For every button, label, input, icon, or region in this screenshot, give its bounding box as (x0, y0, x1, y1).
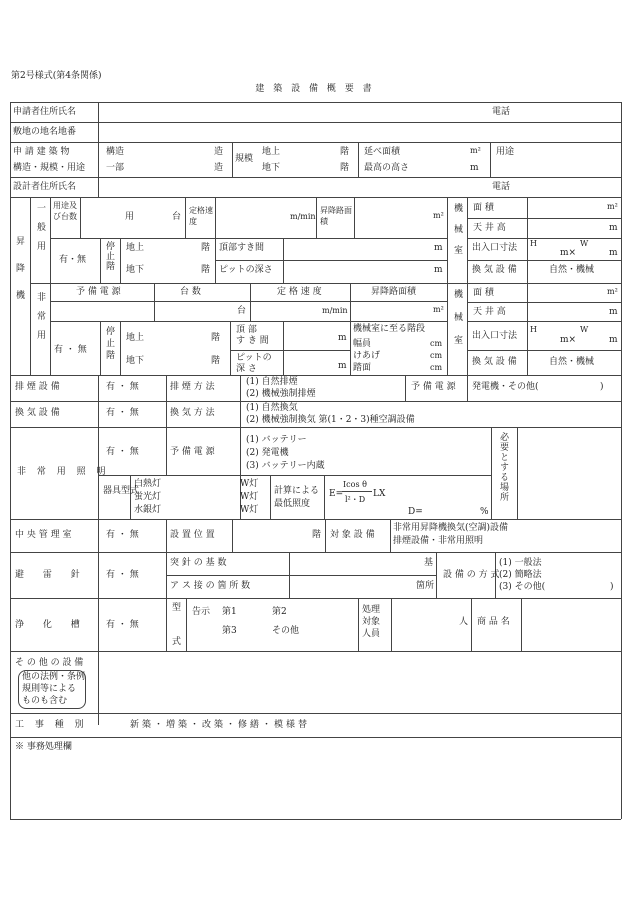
floor-unit: 階 (312, 530, 322, 540)
unit-m2: m² (433, 211, 444, 220)
unit-cm: cm (430, 339, 443, 348)
ceiling-height-label: 天 井 高 (473, 223, 506, 233)
note-line-3: ものも含む (22, 696, 68, 706)
unit-mx: m× (560, 335, 577, 345)
general-use-label: 一般用 (35, 203, 45, 260)
shaft-area-label: 昇降路面積 (371, 287, 417, 297)
unit-m: m (434, 243, 443, 253)
lightning-yes-no[interactable]: 有 ・ 無 (106, 570, 139, 580)
lighting-yes-no[interactable]: 有 ・ 無 (106, 447, 139, 457)
pit-label-a: ピットの (236, 353, 272, 363)
unit-m: m (470, 163, 479, 173)
method-option-simple[interactable]: (2) 簡略法 (499, 570, 542, 580)
tread-label: 踏面 (353, 363, 372, 373)
unit-m2: m² (607, 202, 618, 211)
lighting-option-battery[interactable]: (1) バッテリー (246, 435, 307, 445)
lightning-rod-label: 避 雷 針 (15, 570, 88, 580)
type-label-1: 型 (172, 603, 182, 613)
shaft-area-label: 昇降路面積 (320, 206, 352, 226)
smoke-option-mechanical[interactable]: (2) 機械強制排煙 (246, 389, 316, 399)
unit-m2: m² (470, 146, 481, 155)
pit-label-b: 深 さ (236, 364, 257, 374)
watt-unit: W灯 (240, 505, 259, 515)
unit-mmin: m/min (322, 306, 348, 315)
unit-m2: m² (607, 287, 618, 296)
office-use-label: ※ 事務処理欄 (15, 742, 72, 752)
lighting-backup-label: 予 備 電 源 (170, 447, 215, 457)
total-floor-area-label: 延べ面積 (364, 147, 401, 157)
zo-2: 造 (214, 163, 224, 173)
entrance-size-label: 出入口寸法 (472, 331, 518, 341)
floor-unit: 階 (211, 333, 221, 343)
unit-m: m (609, 223, 618, 233)
central-control-label: 中 央 管 理 室 (15, 530, 72, 540)
count-label: 台 数 (180, 287, 201, 297)
percent-unit: % (480, 507, 489, 517)
emergency-use-label: 非常用 (35, 292, 45, 349)
central-yes-no[interactable]: 有 ・ 無 (106, 530, 139, 540)
type-label-2: 式 (172, 637, 182, 647)
unit-cm: cm (430, 351, 443, 360)
notice-other[interactable]: その他 (272, 626, 300, 636)
room-area-label: 面 積 (473, 203, 494, 213)
rod-count-unit: 基 (424, 558, 434, 568)
d-label: D= (408, 507, 423, 517)
machine-room-label: 機械室 (452, 203, 462, 266)
applicant-label: 申請者住所氏名 (13, 107, 77, 117)
system-method-label: 設 備 の 方 式 (443, 570, 500, 580)
note-line-1: 他の法例・条例 (22, 672, 86, 682)
room-area-label: 面 積 (473, 288, 494, 298)
top-clearance-label: 頂部すき間 (219, 243, 265, 253)
target-equipment-label: 対 象 設 備 (330, 530, 375, 540)
emergency-lighting-label: 非 常 用 照 明 (17, 467, 110, 477)
unit-lx: LX (373, 489, 386, 499)
floor-unit: 階 (201, 243, 211, 253)
top-label-b: す き 間 (236, 336, 269, 346)
riser-label: けあげ (353, 351, 381, 361)
building-label-1: 申 請 建 築 物 (13, 147, 70, 157)
ventilation-method-label: 換 気 方 法 (170, 408, 215, 418)
count-unit: 台 (237, 306, 247, 316)
form-number: 第2号様式(第4条関係) (11, 71, 102, 81)
use-suffix: 用 (125, 212, 135, 222)
fluorescent-label: 蛍光灯 (134, 492, 162, 502)
unit-m: m (434, 265, 443, 275)
mercury-label: 水銀灯 (134, 505, 162, 515)
use-count-label: 用途及び台数 (53, 201, 77, 221)
ventilation-option-natural[interactable]: (1) 自然換気 (246, 403, 298, 413)
unit-cm: cm (430, 363, 443, 372)
ceiling-height-label: 天 井 高 (473, 307, 506, 317)
close-paren: ) (600, 382, 604, 392)
fixture-type-label: 器具型式 (103, 486, 140, 496)
formula-e: E= (329, 489, 344, 499)
persons-unit: 人 (459, 617, 469, 627)
product-name-label: 商 品 名 (477, 617, 510, 627)
lighting-option-internal-battery[interactable]: (3) バッテリー内蔵 (246, 461, 325, 471)
smoke-method-label: 排 煙 方 法 (170, 382, 215, 392)
unit-m: m (609, 307, 618, 317)
method-option-general[interactable]: (1) 一般法 (499, 558, 542, 568)
above-ground-label: 地上 (262, 147, 281, 157)
capacity-label-1: 処理 (362, 605, 381, 615)
site-label: 敷地の地名地番 (13, 127, 77, 137)
zo-1: 造 (214, 147, 224, 157)
smoke-backup-options[interactable]: 発電機・その他( (472, 382, 539, 392)
below-label: 地下 (126, 356, 145, 366)
stop-floor-label: 停止階 (104, 326, 114, 362)
target-value-1: 非常用昇降機換気(空調)設備 (393, 523, 509, 533)
lighting-option-generator[interactable]: (2) 発電機 (246, 448, 289, 458)
height-mark: H (530, 239, 537, 248)
ventilation-label: 換 気 設 備 (472, 265, 517, 275)
backup-power-label: 予 備 電 源 (76, 287, 121, 297)
smoke-option-natural[interactable]: (1) 自然排煙 (246, 377, 298, 387)
width-mark: W (580, 325, 589, 334)
smoke-exhaust-yes-no[interactable]: 有 ・ 無 (106, 382, 139, 392)
earth-count-label: ア ス 接 の 箇 所 数 (170, 581, 251, 591)
formula-numerator: Icos θ (343, 480, 367, 489)
stair-width-label: 幅員 (353, 339, 372, 349)
below-ground-label: 地下 (262, 163, 281, 173)
floors-1: 階 (340, 147, 350, 157)
general-yes-no[interactable]: 有・無 (59, 255, 87, 265)
elevator-section-label: 昇降機 (14, 236, 24, 317)
entrance-size-label: 出入口寸法 (472, 243, 518, 253)
natural-mechanical-option[interactable]: 自然・機械 (549, 265, 595, 275)
method-option-other[interactable]: (3) その他( (499, 582, 546, 592)
partial-label: 一部 (106, 163, 125, 173)
target-value-2: 排煙設備・非常用照明 (393, 536, 484, 546)
stop-floor-label: 停止階 (104, 241, 114, 271)
rod-count-label: 突 針 の 基 数 (170, 558, 227, 568)
machine-room-label: 機械室 (452, 289, 462, 358)
height-mark: H (530, 325, 537, 334)
formula-denominator: l²・D (345, 495, 366, 504)
ventilation-option-mechanical[interactable]: (2) 機械強制換気 第(1・2・3)種空調設備 (246, 415, 415, 425)
top-label-a: 頂 部 (236, 325, 257, 335)
form-title: 建 築 設 備 概 要 書 (255, 84, 375, 94)
close-paren: ) (610, 582, 614, 592)
width-mark: W (580, 239, 589, 248)
unit-m2: m² (433, 305, 444, 314)
location-label: 設 置 位 置 (170, 530, 215, 540)
below-label: 地下 (126, 265, 145, 275)
other-equipment-label: そ の 他 の 設 備 (15, 658, 84, 668)
construction-type-options[interactable]: 新築・増築・改築・修繕・模様替 (130, 720, 311, 730)
notice-label: 告示 (192, 607, 211, 617)
smoke-backup-label: 予 備 電 源 (411, 382, 456, 392)
unit-m: m (609, 248, 618, 258)
rated-speed-label: 定格速度 (189, 206, 213, 226)
incandescent-label: 白熱灯 (134, 479, 162, 489)
pit-depth-label: ピットの深さ (219, 265, 273, 275)
septic-yes-no[interactable]: 有 ・ 無 (106, 620, 139, 630)
septic-tank-label: 浄 化 槽 (15, 620, 88, 630)
earth-count-unit: 箇所 (416, 581, 435, 591)
unit-m: m (338, 333, 347, 343)
calc-label-1: 計算による (274, 486, 320, 496)
building-label-2: 構造・規模・用途 (13, 163, 86, 173)
natural-mechanical-option[interactable]: 自然・機械 (549, 357, 595, 367)
unit-m: m (609, 335, 618, 345)
structure-label: 構造 (106, 147, 125, 157)
emergency-yes-no[interactable]: 有 ・ 無 (54, 345, 87, 355)
capacity-label-2: 対象 (362, 617, 381, 627)
use-label: 用途 (496, 147, 515, 157)
unit-m: m (338, 361, 347, 371)
ventilation-label: 換 気 設 備 (472, 357, 517, 367)
scale-label: 規模 (235, 154, 254, 164)
required-location-label: 必要とする場所 (498, 432, 508, 502)
applicant-phone-label: 電話 (492, 107, 511, 117)
notice-2[interactable]: 第2 (272, 607, 287, 617)
ventilation-yes-no[interactable]: 有 ・ 無 (106, 408, 139, 418)
max-height-label: 最高の高さ (364, 163, 410, 173)
above-label: 地上 (126, 333, 145, 343)
notice-1[interactable]: 第1 (222, 607, 237, 617)
unit-mx: m× (560, 248, 577, 258)
note-line-2: 規則等による (22, 684, 77, 694)
smoke-exhaust-label: 排 煙 設 備 (15, 382, 60, 392)
floors-2: 階 (340, 163, 350, 173)
count-suffix: 台 (172, 212, 182, 222)
watt-unit: W灯 (240, 492, 259, 502)
floor-unit: 階 (201, 265, 211, 275)
floor-unit: 階 (211, 356, 221, 366)
unit-mmin: m/min (290, 212, 316, 221)
designer-phone-label: 電話 (492, 182, 511, 192)
designer-label: 設計者住所氏名 (13, 182, 77, 192)
watt-unit: W灯 (240, 479, 259, 489)
capacity-label-3: 人員 (362, 629, 381, 639)
ventilation-section-label: 換 気 設 備 (15, 408, 60, 418)
calc-label-2: 最低照度 (274, 499, 311, 509)
stairs-label: 機械室に至る階段 (353, 324, 426, 334)
construction-type-label: 工 事 種 別 (15, 720, 88, 730)
notice-3[interactable]: 第3 (222, 626, 237, 636)
above-label: 地上 (126, 243, 145, 253)
formula-fraction-bar (342, 491, 372, 492)
rated-speed-label: 定 格 速 度 (277, 287, 322, 297)
